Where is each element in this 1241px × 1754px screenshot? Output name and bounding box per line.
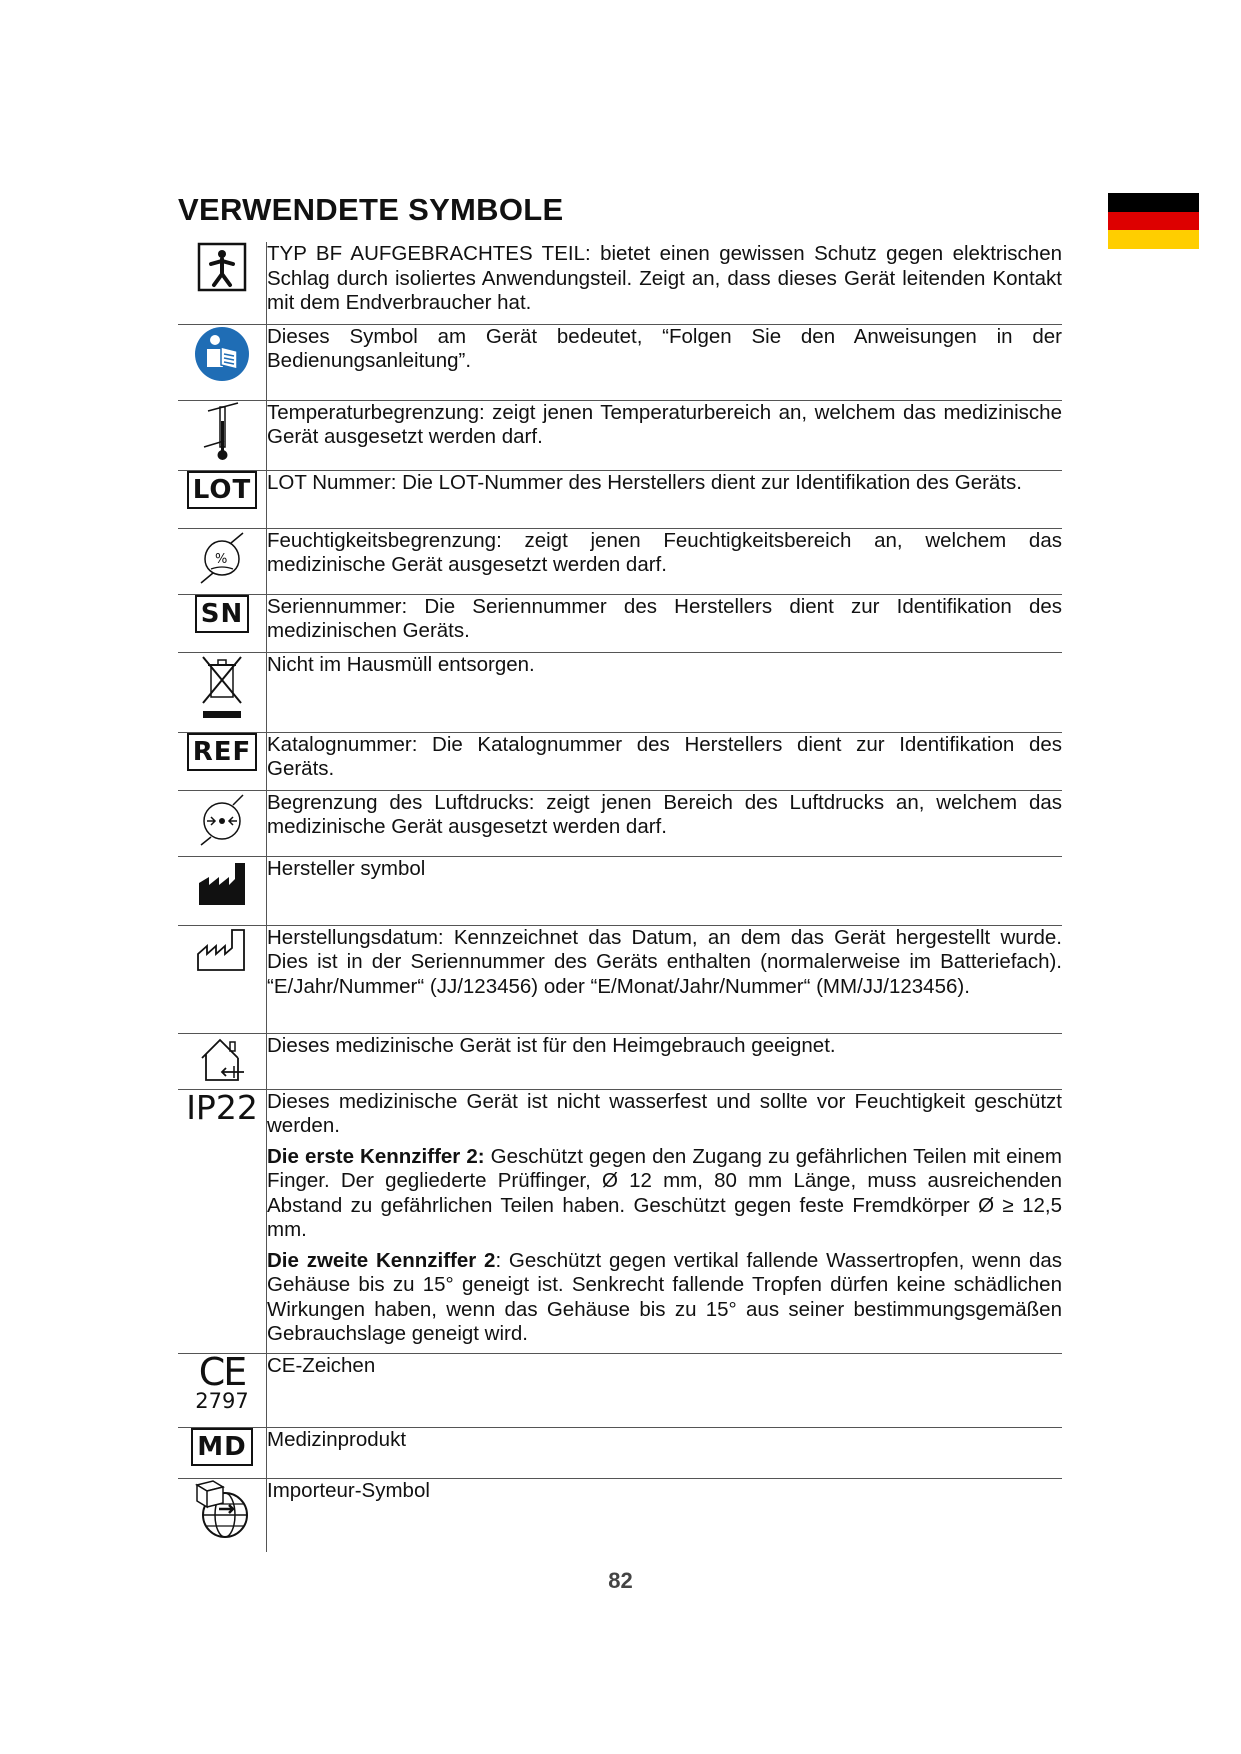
symbol-description: Begrenzung des Luftdrucks: zeigt jenen Bereich des Luftdrucks an, welchem das medizinische Gerät ausgesetzt werden darf.	[267, 790, 1063, 856]
symbol-description	[267, 1089, 1063, 1353]
symbol-row	[178, 1427, 1062, 1478]
svg-text:%: %	[215, 551, 228, 567]
symbol-description: Dieses medizinische Gerät ist für den Heimgebrauch geeignet.	[267, 1033, 1063, 1089]
symbol-row	[178, 242, 1062, 324]
symbol-row	[178, 324, 1062, 400]
symbol-description: Seriennummer: Die Seriennummer des Herstellers dient zur Identifikation des medizinischen Geräts.	[267, 594, 1063, 652]
follow-instructions-icon	[193, 325, 251, 383]
page-title: VERWENDETE SYMBOLE	[178, 192, 564, 227]
type-bf-applied-part-icon	[197, 242, 247, 292]
symbols-table	[178, 242, 1062, 1552]
page-number: 82	[608, 1568, 633, 1593]
ip22-second-digit	[267, 1249, 1062, 1347]
ce-mark-letters: CE	[198, 1349, 246, 1394]
flag-stripe-black	[1108, 193, 1199, 212]
ce-mark-icon	[178, 1349, 266, 1413]
lot-icon: LOT	[187, 471, 257, 509]
symbol-description: Medizinprodukt	[267, 1427, 1063, 1478]
ip22-first-digit-text: Geschützt gegen den Zugang zu gefährlichen Teilen mit einem Finger. Der gegliederte Prüffinger, Ø 12 mm, 80 mm Länge, muss ausreichenden Abstand zu gefährlichen Teilen haben. Geschützt gegen feste Fremdkörper Ø ≥ 12,5 mm.	[267, 1144, 1062, 1241]
symbol-row	[178, 1478, 1062, 1552]
flag-stripe-gold	[1108, 230, 1199, 249]
symbol-row	[178, 470, 1062, 528]
symbol-row	[178, 528, 1062, 594]
symbol-description: Katalognummer: Die Katalognummer des Herstellers dient zur Identifikation des Geräts.	[267, 732, 1063, 790]
ip22-second-digit-text: : Geschützt gegen vertikal fallende Wassertropfen, wenn das Gehäuse bis zu 15° geneigt ist. Senkrecht fallende Tropfen dürfen keine schädlichen Wirkungen haben, wenn das Gehäuse bis zu 15° aus seiner bestimmungsgemäßen Gebrauchslage geneigt wird.	[267, 1248, 1063, 1345]
flag-stripe-red	[1108, 212, 1199, 231]
symbol-row	[178, 594, 1062, 652]
symbol-description: Nicht im Hausmüll entsorgen.	[267, 652, 1063, 732]
symbol-description: Temperaturbegrenzung: zeigt jenen Temperaturbereich an, welchem das medizinische Gerät ausgesetzt werden darf.	[267, 400, 1063, 470]
ip22-intro: Dieses medizinische Gerät ist nicht wasserfest und sollte vor Feuchtigkeit geschützt werden.	[267, 1089, 1062, 1137]
symbol-row	[178, 732, 1062, 790]
importer-icon	[193, 1479, 251, 1541]
symbol-description: Dieses Symbol am Gerät bedeutet, “Folgen Sie den Anweisungen in der Bedienungsanleitung”.	[267, 324, 1063, 400]
symbol-description: Importeur-Symbol	[267, 1478, 430, 1502]
symbol-row	[178, 1033, 1062, 1089]
symbol-description: TYP BF AUFGEBRACHTES TEIL: bietet einen gewissen Schutz gegen elektrischen Schlag durch isoliertes Anwendungsteil. Zeigt an, dass dieses Gerät leitenden Kontakt mit dem Endverbraucher hat.	[267, 242, 1063, 324]
pressure-limit-icon	[193, 791, 251, 849]
symbol-row	[178, 652, 1062, 732]
serial-number-icon: SN	[195, 595, 250, 633]
german-flag-icon	[1108, 193, 1199, 249]
manufacture-date-icon	[196, 926, 248, 974]
ip22-first-digit-title: Die erste Kennziffer 2:	[267, 1144, 485, 1168]
humidity-limit-icon	[193, 529, 251, 587]
ref-icon: REF	[187, 733, 258, 771]
medical-device-icon: MD	[191, 1428, 252, 1466]
ip22-icon: IP22	[186, 1087, 258, 1127]
symbol-row	[178, 400, 1062, 470]
symbol-description: Hersteller symbol	[267, 856, 1063, 925]
symbol-description: LOT Nummer: Die LOT-Nummer des Herstellers dient zur Identifikation des Geräts.	[267, 470, 1063, 528]
symbol-description: CE-Zeichen	[267, 1353, 1063, 1427]
symbol-description: Herstellungsdatum: Kennzeichnet das Datum, an dem das Gerät hergestellt wurde. Dies ist in der Seriennummer des Geräts enthalten (normalerweise im Batteriefach). “E/Jahr/Nummer“ (JJ/123456) oder “E/Monat/Jahr/Nummer“ (MM/JJ/123456).	[267, 925, 1063, 1033]
symbol-row	[178, 856, 1062, 925]
symbol-row	[178, 1089, 1062, 1353]
symbol-row	[178, 1353, 1062, 1427]
home-use-icon	[196, 1034, 248, 1084]
symbol-row	[178, 925, 1062, 1033]
temperature-limit-icon	[200, 401, 244, 463]
ip22-second-digit-title: Die zweite Kennziffer 2	[267, 1248, 496, 1272]
symbol-row	[178, 790, 1062, 856]
weee-bin-icon	[197, 653, 247, 723]
ip22-first-digit	[267, 1145, 1062, 1243]
symbol-description: Feuchtigkeitsbegrenzung: zeigt jenen Feuchtigkeitsbereich an, welchem das medizinische Gerät ausgesetzt werden darf.	[267, 528, 1063, 594]
manufacturer-icon	[197, 857, 247, 907]
notified-body-number: 2797	[195, 1388, 249, 1413]
